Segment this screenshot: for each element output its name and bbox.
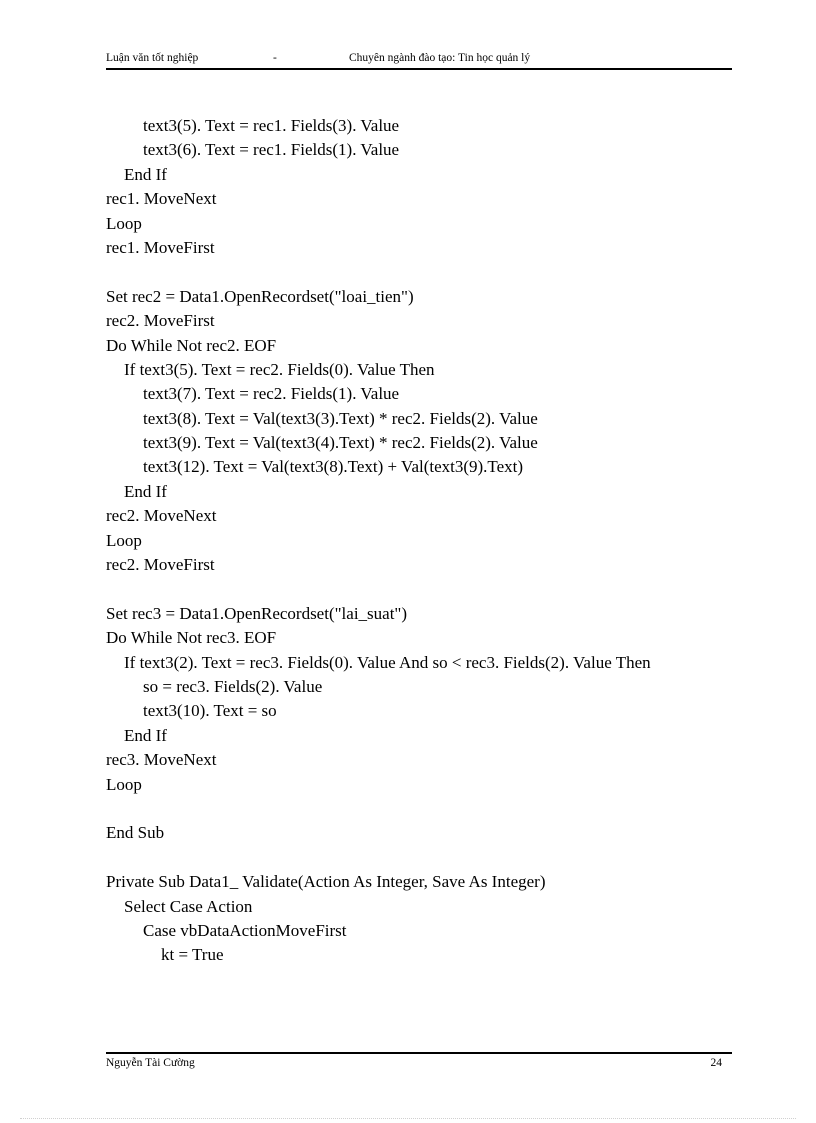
code-line: text3(7). Text = rec2. Fields(1). Value bbox=[143, 384, 400, 404]
code-line: Select Case Action bbox=[124, 896, 253, 916]
header-thesis-label: Luận văn tốt nghiệp bbox=[106, 52, 199, 64]
code-line: Do While Not rec2. EOF bbox=[106, 335, 277, 355]
code-blank-line bbox=[106, 260, 736, 284]
code-line: text3(10). Text = so bbox=[143, 701, 277, 721]
code-line: rec2. MoveNext bbox=[106, 506, 217, 526]
code-line: text3(9). Text = Val(text3(4).Text) * rec2. Fields(2). Value bbox=[143, 433, 538, 453]
code-line: Loop bbox=[106, 774, 142, 794]
header-rule bbox=[106, 68, 732, 70]
code-line: End If bbox=[124, 481, 167, 501]
code-line: If text3(5). Text = rec2. Fields(0). Value Then bbox=[124, 359, 435, 379]
code-line: rec2. MoveFirst bbox=[106, 555, 215, 575]
footer-rule bbox=[106, 1052, 732, 1054]
code-line: text3(12). Text = Val(text3(8).Text) + Val(text3(9).Text) bbox=[143, 457, 524, 477]
code-line: If text3(2). Text = rec3. Fields(0). Value And so < rec3. Fields(2). Value Then bbox=[124, 652, 651, 672]
code-line: End If bbox=[124, 725, 167, 745]
code-line: Set rec2 = Data1.OpenRecordset("loai_tien") bbox=[106, 286, 414, 306]
code-blank-line bbox=[106, 846, 736, 870]
code-line: End Sub bbox=[106, 823, 165, 843]
header-major-label: Chuyên ngành đào tạo: Tin học quản lý bbox=[349, 52, 531, 64]
code-line: kt = True bbox=[161, 945, 224, 965]
code-line: Loop bbox=[106, 213, 142, 233]
header-separator: - bbox=[273, 52, 277, 64]
code-line: rec1. MoveFirst bbox=[106, 237, 215, 257]
code-line: text3(5). Text = rec1. Fields(3). Value bbox=[143, 116, 400, 135]
code-line: Loop bbox=[106, 530, 142, 550]
code-line: Set rec3 = Data1.OpenRecordset("lai_suat") bbox=[106, 603, 408, 623]
code-blank-line bbox=[106, 577, 736, 601]
footer-author: Nguyễn Tài Cường bbox=[106, 1057, 195, 1069]
code-listing bbox=[106, 114, 736, 968]
code-line: text3(6). Text = rec1. Fields(1). Value bbox=[143, 140, 400, 160]
code-line: rec3. MoveNext bbox=[106, 750, 217, 770]
code-line: End If bbox=[124, 164, 167, 184]
footer-page-number: 24 bbox=[710, 1057, 722, 1069]
code-line: text3(8). Text = Val(text3(3).Text) * rec2. Fields(2). Value bbox=[143, 408, 538, 428]
code-blank-line bbox=[106, 797, 736, 821]
code-line: rec2. MoveFirst bbox=[106, 311, 215, 331]
code-line: Case vbDataActionMoveFirst bbox=[143, 920, 347, 940]
code-line: so = rec3. Fields(2). Value bbox=[143, 676, 323, 696]
page-edge-divider bbox=[20, 1118, 796, 1119]
code-line: Private Sub Data1_ Validate(Action As Integer, Save As Integer) bbox=[106, 872, 546, 892]
code-line: Do While Not rec3. EOF bbox=[106, 628, 277, 648]
code-line: rec1. MoveNext bbox=[106, 189, 217, 209]
